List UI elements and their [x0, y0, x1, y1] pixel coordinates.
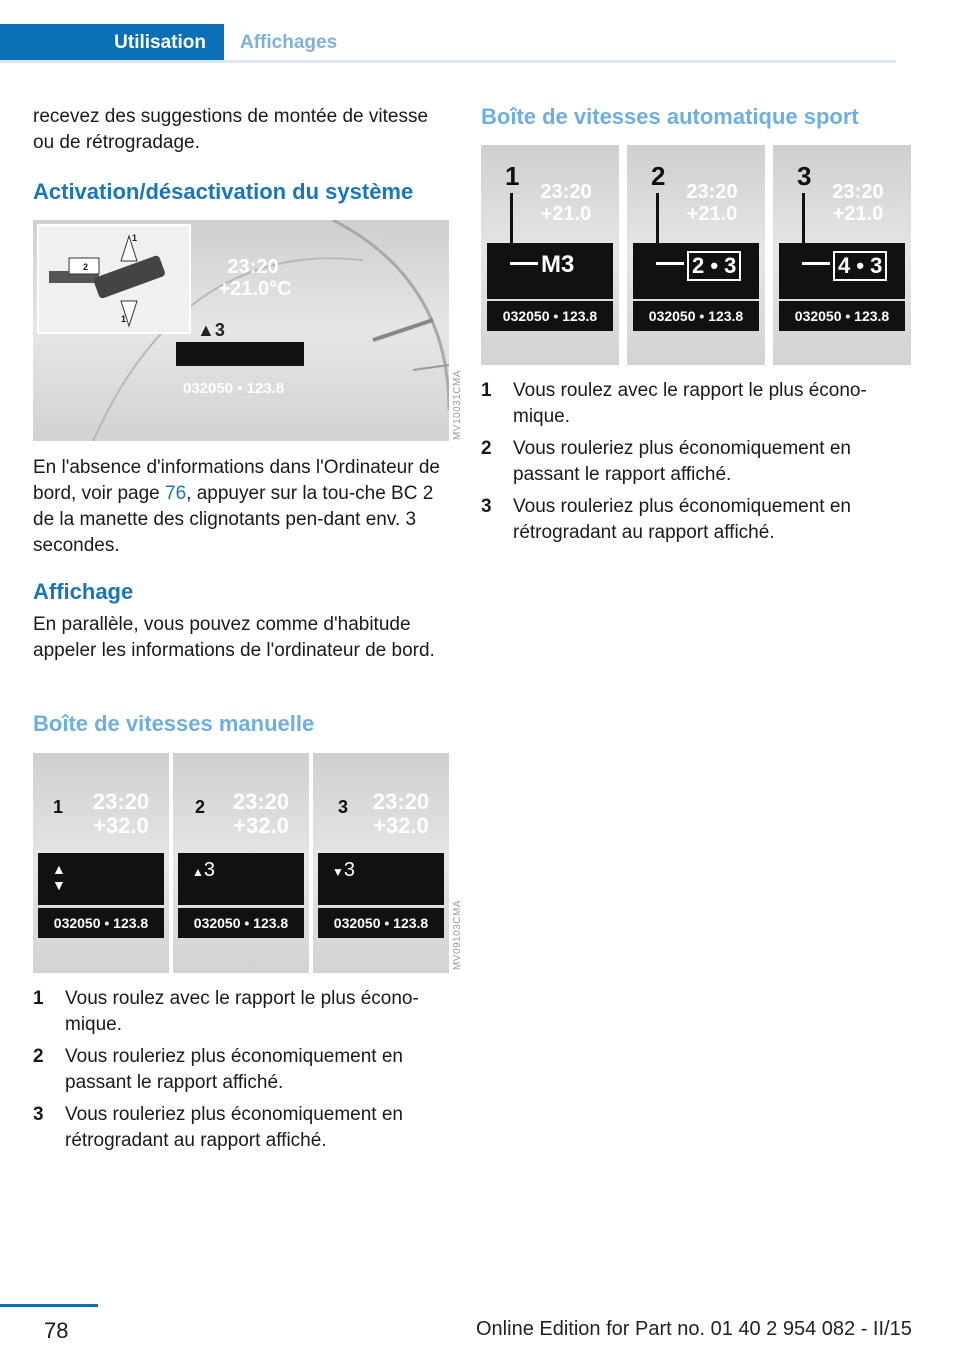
sport-panel-3 [773, 145, 911, 365]
callout-number: 1 [53, 797, 64, 817]
list-item [481, 378, 897, 430]
bc-text-after: , appuyer sur la tou‐che BC 2 de la manette des clignotants pen‐dant env. 3 secondes. [33, 483, 434, 556]
tab-utilisation[interactable]: Utilisation [0, 24, 224, 62]
gear-indicator: M3 [541, 251, 575, 278]
panel-temp: +21.0 [686, 203, 738, 225]
sport-list [481, 378, 897, 552]
panel-temp: +32.0 [373, 813, 429, 838]
panel-time: 23:20 [832, 181, 884, 203]
callout-leader [656, 193, 659, 265]
gear-indicator: ▲3 [197, 320, 225, 340]
figure-sport [481, 145, 911, 365]
panel-odometer: 032050 • 123.8 [487, 301, 613, 331]
footer-rule [0, 1304, 98, 1307]
heading-affichage: Affichage [33, 579, 134, 604]
panel-screen [487, 243, 613, 299]
panel-temp: +21.0 [540, 203, 592, 225]
panel-odometer: 032050 • 123.8 [633, 301, 759, 331]
time-readout: 23:20 [227, 256, 279, 278]
panel-time: 23:20 [540, 181, 592, 203]
turn-signal-lever-drawing [39, 226, 193, 336]
header-rule [0, 60, 896, 63]
intro-paragraph: recevez des suggestions de montée de vitesse ou de rétrogradage. [33, 106, 429, 153]
panel-time: 23:20 [232, 789, 290, 814]
sport-panel-1 [481, 145, 619, 365]
manual-panel-2 [173, 753, 309, 973]
upshift-arrow-icon: ▲ [197, 320, 215, 340]
list-number: 2 [33, 1046, 44, 1067]
list-text: Vous roulez avec le rapport le plus écono‐mique. [65, 988, 419, 1035]
list-number: 2 [481, 438, 492, 459]
list-text: Vous rouleriez plus économiquement en rétrogradant au rapport affiché. [513, 496, 851, 543]
callout-leader [510, 193, 513, 265]
panel-temp: +32.0 [93, 813, 149, 838]
sport-panel-2 [627, 145, 765, 365]
callout-1-top: 1 [132, 233, 138, 243]
heading-sport: Boîte de vitesses automatique sport [481, 104, 859, 129]
panel-odometer: 032050 • 123.8 [318, 908, 444, 938]
list-text: Vous roulez avec le rapport le plus écono‐mique. [513, 380, 867, 427]
page-76-link[interactable]: 76 [165, 483, 187, 504]
list-item [33, 1102, 449, 1154]
figure-manual [33, 753, 449, 973]
tab-affichages[interactable]: Affichages [240, 32, 338, 53]
panel-odometer: 032050 • 123.8 [178, 908, 304, 938]
page-number: 78 [44, 1318, 69, 1343]
list-number: 3 [481, 496, 492, 517]
list-text: Vous rouleriez plus économiquement en passant le rapport affiché. [65, 1046, 403, 1093]
figure-code-1: MV10031CMA [452, 370, 463, 441]
affichage-paragraph: En parallèle, vous pouvez comme d'habitude appeler les informations de l'ordinateur de bord. [33, 614, 435, 661]
panel-screen [38, 853, 164, 905]
list-number: 1 [481, 380, 492, 401]
list-number: 3 [33, 1104, 44, 1125]
upshift-arrow-icon: ▲ [192, 865, 204, 879]
gear-indicator: ▲3 [192, 859, 216, 881]
up-down-arrow-icon: ▲ ▼ [52, 861, 66, 893]
panel-temp: +32.0 [233, 813, 289, 838]
figure-activation [33, 220, 449, 441]
callout-leader [510, 262, 538, 265]
panel-time: 23:20 [92, 789, 150, 814]
bc-paragraph [33, 455, 453, 559]
list-item [481, 436, 897, 488]
odometer-readout: 032050 • 123.8 [183, 380, 285, 397]
panel-odometer: 032050 • 123.8 [779, 301, 905, 331]
list-item [481, 494, 897, 546]
callout-number: 1 [505, 161, 520, 191]
panel-screen [633, 243, 759, 299]
manual-panel-1 [33, 753, 169, 973]
manual-list [33, 986, 449, 1160]
callout-1-bottom: 1 [121, 314, 127, 324]
stalk-inset [37, 224, 191, 334]
callout-leader [802, 193, 805, 265]
gear-indicator: 4 • 3 [833, 251, 887, 281]
list-text: Vous rouleriez plus économiquement en rétrogradant au rapport affiché. [65, 1104, 403, 1151]
gear-indicator: 2 • 3 [687, 251, 741, 281]
callout-number: 2 [195, 797, 206, 817]
callout-number: 3 [338, 797, 349, 817]
panel-screen [178, 853, 304, 905]
bc-text-before: En l'absence d'informations dans l'Ordinateur de bord, voir page [33, 457, 440, 504]
list-item [33, 986, 449, 1038]
panel-time: 23:20 [372, 789, 430, 814]
page-header [0, 0, 896, 62]
list-item [33, 1044, 449, 1096]
callout-leader [802, 262, 830, 265]
panel-time: 23:20 [686, 181, 738, 203]
callout-leader [656, 262, 684, 265]
heading-activation: Activation/désactivation du système [33, 179, 414, 204]
panel-screen [318, 853, 444, 905]
heading-manuelle: Boîte de vitesses manuelle [33, 711, 315, 736]
list-text: Vous rouleriez plus économiquement en passant le rapport affiché. [513, 438, 851, 485]
list-number: 1 [33, 988, 44, 1009]
edition-note: Online Edition for Part no. 01 40 2 954 082 - II/15 [476, 1318, 912, 1340]
figure-code-2: MV09103CMA [452, 900, 463, 971]
callout-number: 2 [651, 161, 666, 191]
temp-readout: +21.0°C [218, 278, 292, 300]
callout-number: 3 [797, 161, 812, 191]
panel-temp: +21.0 [832, 203, 884, 225]
gear-indicator: ▼3 [332, 859, 356, 881]
downshift-arrow-icon: ▼ [332, 865, 344, 879]
panel-screen [779, 243, 905, 299]
manual-panel-3 [313, 753, 449, 973]
callout-2: 2 [83, 262, 89, 272]
panel-odometer: 032050 • 123.8 [38, 908, 164, 938]
display-screen [176, 342, 304, 366]
